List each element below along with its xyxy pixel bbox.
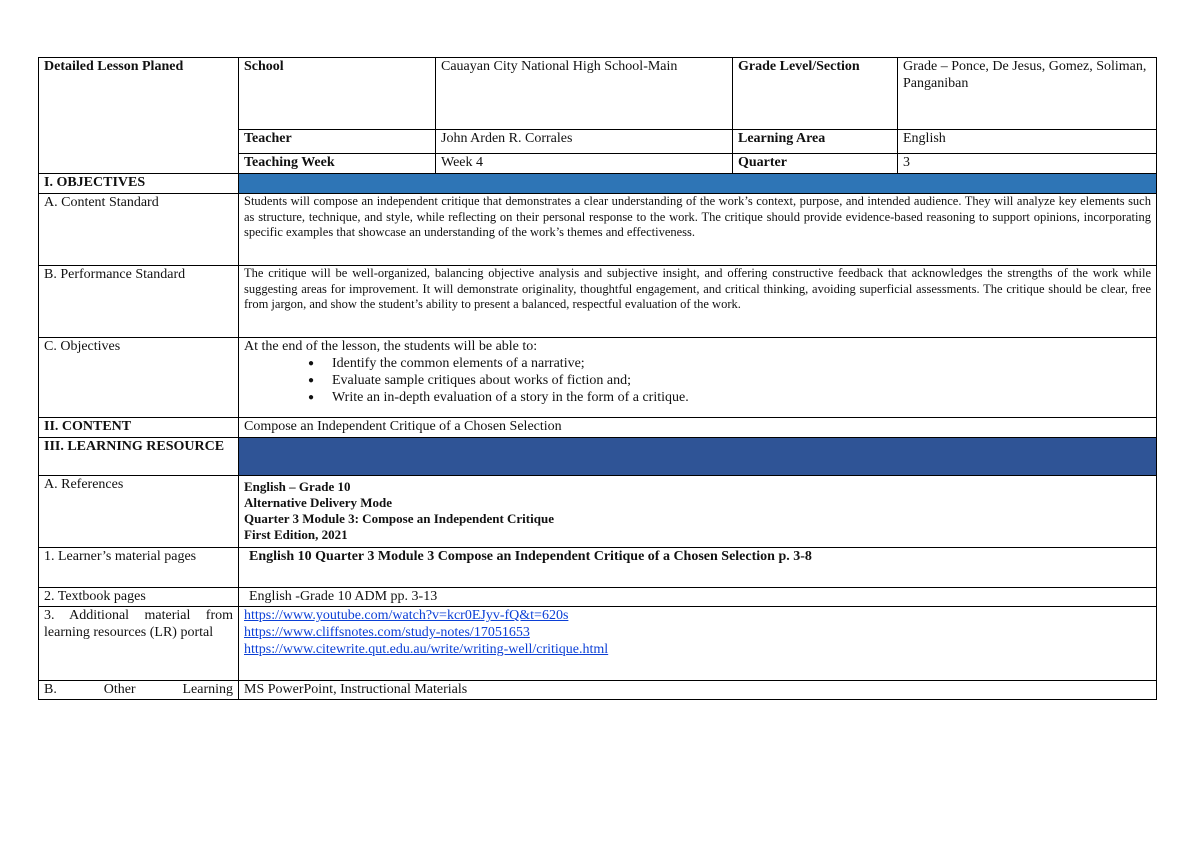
references-row: [39, 476, 1157, 548]
week-label: Teaching Week: [239, 154, 436, 174]
resource-heading-row: [39, 438, 1157, 476]
learner-material-label: 1. Learner’s material pages: [39, 548, 239, 588]
objectives-cell: [239, 338, 1157, 418]
area-value: English: [898, 130, 1157, 154]
content-standard-label: A. Content Standard: [39, 194, 239, 266]
performance-standard-label: B. Performance Standard: [39, 266, 239, 338]
lesson-plan-table: [38, 57, 1157, 700]
references-list: [239, 476, 1157, 548]
objectives-list: [244, 355, 1151, 406]
learner-material-text: English 10 Quarter 3 Module 3 Compose an Independent Critique of a Chosen Selection p. 3-8: [239, 548, 1157, 588]
other-learning-row: [39, 681, 1157, 700]
reference-line: English – Grade 10: [244, 479, 351, 494]
content-row: [39, 418, 1157, 438]
performance-standard-text: The critique will be well-organized, balancing objective analysis and subjective insight, and offering constructive feedback that acknowledges the strengths of the work while suggesting areas for improvement. It will demonstrate originality, thoughtful engagement, and critical thinking, avoiding superficial assessments. The critique should be clear, free from jargon, and show the student’s ability to present a balanced, respectful evaluation of the work.: [239, 266, 1157, 338]
additional-links: [239, 607, 1157, 681]
textbook-label: 2. Textbook pages: [39, 588, 239, 607]
learner-material-row: [39, 548, 1157, 588]
week-value: Week 4: [436, 154, 733, 174]
grade-label: Grade Level/Section: [733, 58, 898, 130]
area-label: Learning Area: [733, 130, 898, 154]
quarter-label: Quarter: [733, 154, 898, 174]
textbook-row: [39, 588, 1157, 607]
objective-item: ● Evaluate sample critiques about works of fiction and;: [332, 372, 1151, 389]
other-learning-label: B. Other Learning: [39, 681, 239, 700]
objective-item: ● Identify the common elements of a narrative;: [332, 355, 1151, 372]
objectives-row: [39, 338, 1157, 418]
references-label: A. References: [39, 476, 239, 548]
other-learning-text: MS PowerPoint, Instructional Materials: [239, 681, 1157, 700]
objectives-label: C. Objectives: [39, 338, 239, 418]
content-text: Compose an Independent Critique of a Chosen Selection: [239, 418, 1157, 438]
objective-item: ● Write an in-depth evaluation of a story in the form of a critique.: [332, 389, 1151, 406]
reference-line: First Edition, 2021: [244, 527, 348, 542]
header-row-school: [39, 58, 1157, 130]
objectives-intro: At the end of the lesson, the students will be able to:: [244, 339, 538, 354]
additional-material-label: 3. Additional material from learning resources (LR) portal: [39, 607, 239, 681]
school-value: Cauayan City National High School-Main: [436, 58, 733, 130]
resource-heading: III. LEARNING RESOURCE: [39, 438, 239, 476]
objectives-heading-row: [39, 174, 1157, 194]
performance-standard-row: [39, 266, 1157, 338]
school-label: School: [239, 58, 436, 130]
doc-label: Detailed Lesson Planed: [39, 58, 239, 174]
resource-link[interactable]: https://www.youtube.com/watch?v=kcr0EJyv-fQ&t=620s: [244, 608, 569, 623]
teacher-label: Teacher: [239, 130, 436, 154]
content-heading: II. CONTENT: [39, 418, 239, 438]
content-standard-text: Students will compose an independent critique that demonstrates a clear understanding of the work’s context, purpose, and intended audience. They will analyze key elements such as structure, technique, and style, while reflecting on their personal response to the work. The critique should provide evidence-based reasoning to support opinions, incorporating specific examples that showcase an understanding of the work’s themes and effectiveness.: [239, 194, 1157, 266]
textbook-text: English -Grade 10 ADM pp. 3-13: [239, 588, 1157, 607]
content-standard-row: [39, 194, 1157, 266]
grade-value: Grade – Ponce, De Jesus, Gomez, Soliman, Panganiban: [898, 58, 1157, 130]
resource-band: [239, 438, 1157, 476]
reference-line: Alternative Delivery Mode: [244, 495, 393, 510]
resource-link[interactable]: https://www.cliffsnotes.com/study-notes/17051653: [244, 625, 530, 640]
additional-material-row: [39, 607, 1157, 681]
quarter-value: 3: [898, 154, 1157, 174]
objectives-heading: I. OBJECTIVES: [39, 174, 239, 194]
resource-link[interactable]: https://www.citewrite.qut.edu.au/write/writing-well/critique.html: [244, 642, 609, 657]
objectives-band: [239, 174, 1157, 194]
reference-line: Quarter 3 Module 3: Compose an Independent Critique: [244, 511, 554, 526]
teacher-value: John Arden R. Corrales: [436, 130, 733, 154]
